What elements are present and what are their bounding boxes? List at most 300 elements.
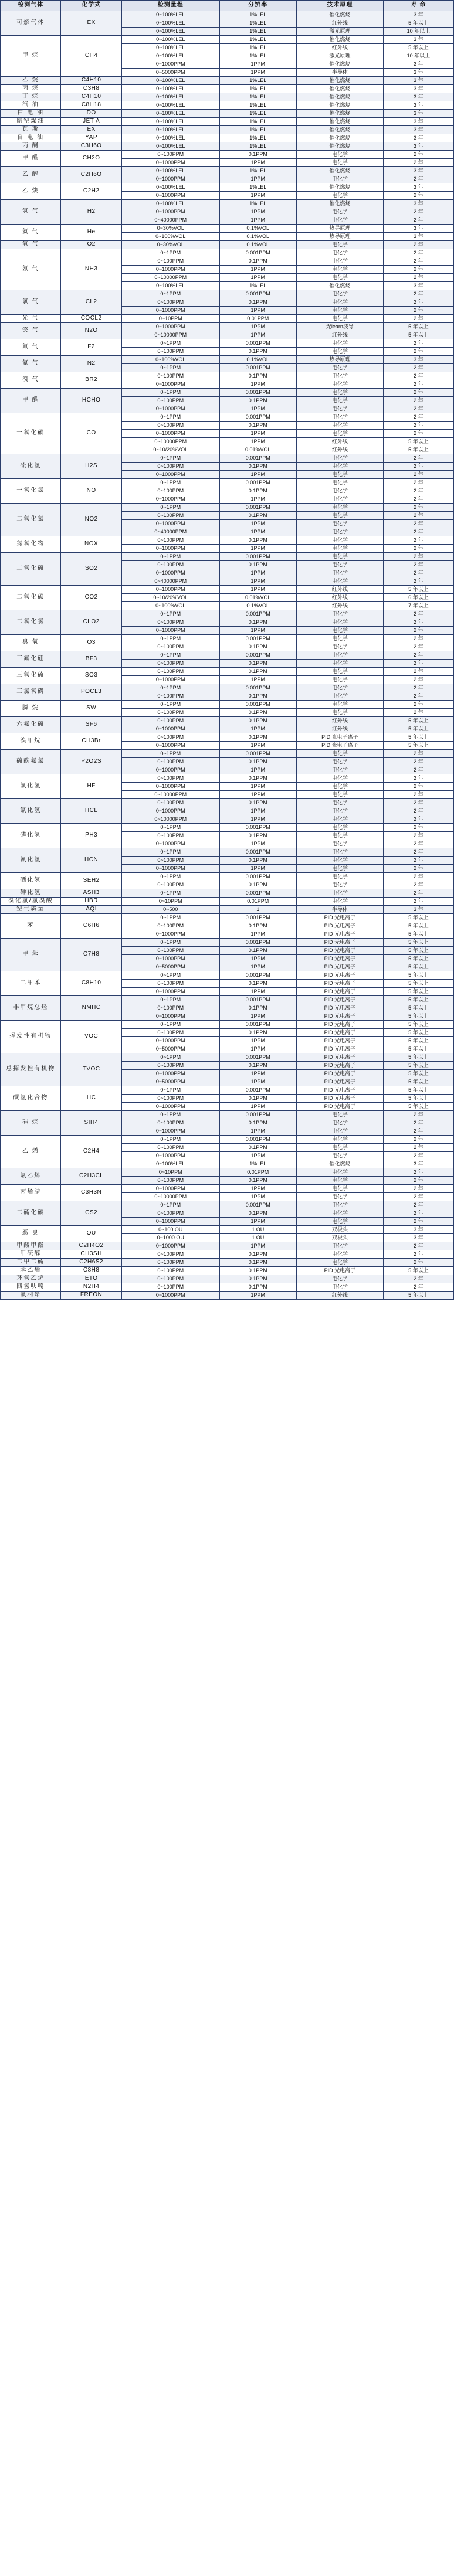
cell-resolution: 1PPM — [219, 988, 296, 996]
cell-lifetime: 2 年 — [383, 1259, 453, 1267]
cell-resolution: 1PPM — [219, 159, 296, 167]
cell-technology: 电化学 — [296, 504, 383, 512]
cell-formula: CLO2 — [61, 610, 121, 635]
cell-technology: 电化学 — [296, 422, 383, 430]
cell-lifetime: 2 年 — [383, 865, 453, 873]
col-header-formula: 化学式 — [61, 1, 121, 11]
cell-formula: BF3 — [61, 651, 121, 668]
cell-technology: PID 光电离子 — [296, 922, 383, 930]
cell-resolution: 1%LEL — [219, 167, 296, 175]
cell-technology: 电化学 — [296, 479, 383, 487]
cell-technology: 电化学 — [296, 709, 383, 717]
cell-range: 0~100PPM — [121, 257, 219, 266]
table-row — [1, 1292, 454, 1300]
table-row — [1, 118, 454, 126]
cell-lifetime: 2 年 — [383, 758, 453, 766]
cell-resolution: 0.1PPM — [219, 1144, 296, 1152]
table-row — [1, 77, 454, 85]
cell-range: 0~1000PPM — [121, 1070, 219, 1078]
table-row — [1, 225, 454, 233]
cell-formula: C2H6S2 — [61, 1259, 121, 1267]
cell-technology: 电化学 — [296, 1111, 383, 1119]
cell-lifetime: 5 年以上 — [383, 980, 453, 988]
cell-lifetime: 2 年 — [383, 1283, 453, 1292]
cell-range: 0~30%VOL — [121, 241, 219, 249]
cell-resolution: 0.1PPM — [219, 1267, 296, 1275]
cell-resolution: 1%LEL — [219, 11, 296, 19]
cell-technology: 电化学 — [296, 1127, 383, 1136]
cell-lifetime: 5 年以上 — [383, 955, 453, 963]
cell-range: 0~100PPM — [121, 487, 219, 495]
cell-resolution: 0.001PPM — [219, 610, 296, 618]
cell-gas-name: 三氧化硫 — [1, 668, 61, 684]
cell-lifetime: 2 年 — [383, 815, 453, 824]
table-row — [1, 389, 454, 397]
cell-technology: 电化学 — [296, 1144, 383, 1152]
cell-range: 0~1000PPM — [121, 676, 219, 684]
cell-gas-name: 氯化氢 — [1, 799, 61, 824]
cell-range: 0~1PPM — [121, 914, 219, 922]
cell-resolution: 0.1%VOL — [219, 241, 296, 249]
cell-technology: 电化学 — [296, 520, 383, 528]
cell-technology: 催化燃烧 — [296, 126, 383, 134]
cell-resolution: 0.001PPM — [219, 873, 296, 881]
cell-resolution: 0.001PPM — [219, 750, 296, 758]
cell-range: 0~10000PPM — [121, 274, 219, 282]
table-body — [1, 11, 454, 1300]
cell-resolution: 0.01PPM — [219, 1168, 296, 1177]
table-row — [1, 110, 454, 118]
cell-lifetime: 2 年 — [383, 774, 453, 783]
cell-lifetime: 5 年以上 — [383, 446, 453, 454]
cell-technology: PID 光电离子 — [296, 988, 383, 996]
cell-resolution: 1PPM — [219, 216, 296, 225]
cell-range: 0~100PPM — [121, 1004, 219, 1012]
cell-technology: 半导体 — [296, 906, 383, 914]
cell-range: 0~10/20%VOL — [121, 446, 219, 454]
cell-resolution: 0.01%VOL — [219, 446, 296, 454]
cell-resolution: 0.1PPM — [219, 151, 296, 159]
cell-resolution: 1PPM — [219, 331, 296, 339]
cell-technology: PID 光电离子 — [296, 955, 383, 963]
cell-technology: 电化学 — [296, 454, 383, 463]
cell-technology: 电化学 — [296, 175, 383, 183]
cell-lifetime: 2 年 — [383, 651, 453, 660]
cell-range: 0~1PPM — [121, 1136, 219, 1144]
cell-lifetime: 10 年以上 — [383, 52, 453, 60]
cell-gas-name: 航空煤油 — [1, 118, 61, 126]
cell-range: 0~100%LEL — [121, 11, 219, 19]
cell-range: 0~1000PPM — [121, 1218, 219, 1226]
cell-lifetime: 2 年 — [383, 643, 453, 651]
cell-gas-name: 氮氧化物 — [1, 536, 61, 553]
cell-formula: F2 — [61, 339, 121, 356]
cell-lifetime: 2 年 — [383, 479, 453, 487]
table-row — [1, 93, 454, 101]
cell-resolution: 0.001PPM — [219, 914, 296, 922]
cell-range: 0~100PPM — [121, 618, 219, 627]
table-row — [1, 750, 454, 758]
cell-resolution: 0.01PPM — [219, 315, 296, 323]
cell-resolution: 0.1PPM — [219, 1177, 296, 1185]
cell-resolution: 0.01%VOL — [219, 594, 296, 602]
cell-technology: 电化学 — [296, 372, 383, 380]
cell-technology: 电化学 — [296, 413, 383, 422]
cell-gas-name: 丙 烷 — [1, 85, 61, 93]
cell-lifetime: 2 年 — [383, 701, 453, 709]
cell-lifetime: 5 年以上 — [383, 717, 453, 725]
cell-lifetime: 3 年 — [383, 142, 453, 151]
cell-range: 0~1000PPM — [121, 323, 219, 331]
cell-lifetime: 5 年以上 — [383, 930, 453, 939]
cell-resolution: 0.1PPM — [219, 709, 296, 717]
cell-lifetime: 2 年 — [383, 266, 453, 274]
cell-technology: 电化学 — [296, 487, 383, 495]
cell-resolution: 1PPM — [219, 1242, 296, 1250]
cell-lifetime: 2 年 — [383, 241, 453, 249]
cell-range: 0~1PPM — [121, 848, 219, 857]
cell-resolution: 1PPM — [219, 815, 296, 824]
cell-resolution: 0.001PPM — [219, 1086, 296, 1095]
cell-lifetime: 2 年 — [383, 1168, 453, 1177]
cell-resolution: 0.1PPM — [219, 668, 296, 676]
cell-technology: 催化燃烧 — [296, 134, 383, 142]
cell-technology: 红外线 — [296, 602, 383, 610]
table-row — [1, 701, 454, 709]
cell-lifetime: 2 年 — [383, 627, 453, 635]
cell-lifetime: 2 年 — [383, 676, 453, 684]
cell-lifetime: 2 年 — [383, 249, 453, 257]
cell-resolution: 1%LEL — [219, 28, 296, 36]
cell-lifetime: 3 年 — [383, 356, 453, 364]
cell-resolution: 0.1PPM — [219, 257, 296, 266]
cell-resolution: 1PPM — [219, 520, 296, 528]
cell-lifetime: 2 年 — [383, 216, 453, 225]
cell-gas-name: 总挥发性有机物 — [1, 1053, 61, 1086]
cell-lifetime: 5 年以上 — [383, 963, 453, 971]
cell-lifetime: 5 年以上 — [383, 586, 453, 594]
cell-technology: 催化燃烧 — [296, 36, 383, 44]
cell-range: 0~100%LEL — [121, 110, 219, 118]
cell-lifetime: 2 年 — [383, 487, 453, 495]
cell-range: 0~100%LEL — [121, 101, 219, 110]
cell-lifetime: 2 年 — [383, 873, 453, 881]
cell-resolution: 0.001PPM — [219, 701, 296, 709]
cell-technology: 电化学 — [296, 865, 383, 873]
cell-technology: 光learn波导 — [296, 323, 383, 331]
cell-range: 0~1000PPM — [121, 1152, 219, 1160]
cell-gas-name: 二甲苯 — [1, 971, 61, 996]
col-header-range: 检测量程 — [121, 1, 219, 11]
cell-gas-name: 硫酰氟氯 — [1, 750, 61, 774]
cell-lifetime: 2 年 — [383, 783, 453, 791]
cell-range: 0~100%LEL — [121, 85, 219, 93]
cell-technology: 电化学 — [296, 873, 383, 881]
cell-technology: 催化燃烧 — [296, 101, 383, 110]
cell-technology: 红外线 — [296, 44, 383, 52]
cell-range: 0~1000PPM — [121, 545, 219, 553]
cell-technology: 电化学 — [296, 627, 383, 635]
cell-range: 0~5000PPM — [121, 963, 219, 971]
cell-lifetime: 5 年以上 — [383, 1086, 453, 1095]
cell-resolution: 0.1PPM — [219, 733, 296, 742]
cell-formula: POCL3 — [61, 684, 121, 701]
cell-range: 0~10PPM — [121, 315, 219, 323]
cell-range: 0~100PPM — [121, 832, 219, 840]
cell-lifetime: 2 年 — [383, 1119, 453, 1127]
cell-lifetime: 2 年 — [383, 832, 453, 840]
cell-technology: 电化学 — [296, 692, 383, 701]
cell-range: 0~100%LEL — [121, 19, 219, 28]
cell-technology: PID 光电离子 — [296, 914, 383, 922]
cell-technology: 激光原理 — [296, 52, 383, 60]
cell-gas-name: 一氧化碳 — [1, 413, 61, 454]
cell-gas-name: 膦 烷 — [1, 701, 61, 717]
cell-technology: 电化学 — [296, 660, 383, 668]
cell-lifetime: 5 年以上 — [383, 725, 453, 733]
cell-resolution: 1PPM — [219, 1292, 296, 1300]
cell-range: 0~100PPM — [121, 561, 219, 569]
cell-formula: NMHC — [61, 996, 121, 1021]
table-row — [1, 315, 454, 323]
cell-technology: 催化燃烧 — [296, 118, 383, 126]
cell-resolution: 1%LEL — [219, 200, 296, 208]
cell-resolution: 1%LEL — [219, 126, 296, 134]
cell-range: 0~1000PPM — [121, 208, 219, 216]
table-row — [1, 290, 454, 298]
cell-resolution: 0.1PPM — [219, 643, 296, 651]
cell-resolution: 1PPM — [219, 60, 296, 69]
cell-range: 0~100PPM — [121, 1283, 219, 1292]
cell-gas-name: 乙 醇 — [1, 167, 61, 183]
cell-gas-name: 二氧化氯 — [1, 610, 61, 635]
cell-technology: 双极头 — [296, 1234, 383, 1242]
cell-lifetime: 3 年 — [383, 1234, 453, 1242]
cell-lifetime: 3 年 — [383, 60, 453, 69]
cell-lifetime: 2 年 — [383, 471, 453, 479]
cell-range: 0~100%LEL — [121, 52, 219, 60]
col-header-lifetime: 寿 命 — [383, 1, 453, 11]
cell-formula: JET A — [61, 118, 121, 126]
cell-range: 0~1PPM — [121, 364, 219, 372]
cell-range: 0~100PPM — [121, 709, 219, 717]
cell-formula: ASH3 — [61, 889, 121, 898]
cell-technology: 电化学 — [296, 512, 383, 520]
cell-range: 0~100%LEL — [121, 1160, 219, 1168]
cell-technology: 催化燃烧 — [296, 200, 383, 208]
cell-range: 0~100%LEL — [121, 44, 219, 52]
cell-range: 0~100PPM — [121, 1119, 219, 1127]
cell-formula: N2O — [61, 323, 121, 339]
cell-technology: 电化学 — [296, 1259, 383, 1267]
cell-range: 0~100PPM — [121, 881, 219, 889]
cell-technology: 电化学 — [296, 635, 383, 643]
table-row — [1, 413, 454, 422]
cell-lifetime: 5 年以上 — [383, 1053, 453, 1062]
cell-range: 0~100PPM — [121, 733, 219, 742]
cell-resolution: 0.1PPM — [219, 536, 296, 545]
cell-lifetime: 2 年 — [383, 898, 453, 906]
cell-resolution: 1PPM — [219, 865, 296, 873]
cell-resolution: 1%LEL — [219, 183, 296, 192]
cell-lifetime: 3 年 — [383, 233, 453, 241]
cell-lifetime: 2 年 — [383, 348, 453, 356]
table-row — [1, 151, 454, 159]
cell-technology: 电化学 — [296, 774, 383, 783]
cell-resolution: 1PPM — [219, 627, 296, 635]
cell-resolution: 0.1PPM — [219, 774, 296, 783]
cell-formula: C2H4O2 — [61, 1242, 121, 1250]
cell-gas-name: 非甲烷总烃 — [1, 996, 61, 1021]
cell-formula: C8H10 — [61, 971, 121, 996]
cell-lifetime: 2 年 — [383, 553, 453, 561]
table-row — [1, 241, 454, 249]
table-row — [1, 356, 454, 364]
cell-technology: PID 光电离子 — [296, 1045, 383, 1053]
table-row — [1, 906, 454, 914]
cell-range: 0~1PPM — [121, 684, 219, 692]
cell-formula: VOC — [61, 1021, 121, 1053]
cell-resolution: 1PPM — [219, 69, 296, 77]
table-row — [1, 200, 454, 208]
cell-formula: HF — [61, 774, 121, 799]
cell-lifetime: 6 年以上 — [383, 594, 453, 602]
cell-resolution: 0.1PPM — [219, 1029, 296, 1037]
cell-technology: 电化学 — [296, 832, 383, 840]
cell-lifetime: 2 年 — [383, 684, 453, 692]
cell-technology: 红外线 — [296, 725, 383, 733]
cell-technology: 电化学 — [296, 783, 383, 791]
cell-range: 0~100%LEL — [121, 142, 219, 151]
cell-technology: 电化学 — [296, 668, 383, 676]
table-row — [1, 848, 454, 857]
cell-lifetime: 2 年 — [383, 504, 453, 512]
cell-resolution: 0.001PPM — [219, 996, 296, 1004]
cell-formula: SO2 — [61, 553, 121, 586]
cell-technology: 电化学 — [296, 1168, 383, 1177]
cell-gas-name: 一氧化氮 — [1, 479, 61, 504]
table-row — [1, 889, 454, 898]
cell-lifetime: 3 年 — [383, 134, 453, 142]
cell-range: 0~40000PPM — [121, 528, 219, 536]
cell-lifetime: 2 年 — [383, 791, 453, 799]
cell-range: 0~100PPM — [121, 1029, 219, 1037]
cell-range: 0~10/20%VOL — [121, 594, 219, 602]
cell-technology: 电化学 — [296, 274, 383, 282]
cell-resolution: 1PPM — [219, 783, 296, 791]
cell-lifetime: 3 年 — [383, 282, 453, 290]
cell-lifetime: 2 年 — [383, 1193, 453, 1201]
cell-range: 0~1PPM — [121, 553, 219, 561]
cell-technology: 催化燃烧 — [296, 1160, 383, 1168]
cell-range: 0~100%VOL — [121, 602, 219, 610]
cell-formula: HCHO — [61, 389, 121, 413]
cell-range: 0~1000PPM — [121, 1242, 219, 1250]
cell-technology: PID 光电子离子 — [296, 742, 383, 750]
cell-resolution: 0.1PPM — [219, 1209, 296, 1218]
cell-range: 0~100PPM — [121, 372, 219, 380]
cell-gas-name: 硒化氢 — [1, 873, 61, 889]
cell-lifetime: 3 年 — [383, 101, 453, 110]
cell-technology: 电化学 — [296, 405, 383, 413]
cell-technology: 电化学 — [296, 430, 383, 438]
cell-resolution: 1%LEL — [219, 101, 296, 110]
cell-resolution: 1%LEL — [219, 1160, 296, 1168]
cell-resolution: 0.1PPM — [219, 1095, 296, 1103]
cell-range: 0~1PPM — [121, 873, 219, 881]
cell-lifetime: 5 年以上 — [383, 922, 453, 930]
cell-range: 0~1000PPM — [121, 930, 219, 939]
cell-formula: EX — [61, 126, 121, 134]
cell-range: 0~1PPM — [121, 610, 219, 618]
cell-technology: PID 光电离子 — [296, 963, 383, 971]
cell-gas-name: 二氧化氮 — [1, 504, 61, 536]
cell-gas-name: 碳氢化合物 — [1, 1086, 61, 1111]
cell-lifetime: 3 年 — [383, 183, 453, 192]
cell-technology: 电化学 — [296, 257, 383, 266]
cell-gas-name: 氨 气 — [1, 249, 61, 290]
cell-lifetime: 3 年 — [383, 77, 453, 85]
cell-technology: 电化学 — [296, 389, 383, 397]
cell-range: 0~100PPM — [121, 1275, 219, 1283]
cell-resolution: 0.1PPM — [219, 1004, 296, 1012]
cell-formula: C2H6O — [61, 167, 121, 183]
cell-resolution: 1PPM — [219, 380, 296, 389]
table-row — [1, 799, 454, 807]
cell-range: 0~100%LEL — [121, 93, 219, 101]
cell-technology: 电化学 — [296, 495, 383, 504]
cell-lifetime: 2 年 — [383, 290, 453, 298]
table-row — [1, 504, 454, 512]
cell-resolution: 1 OU — [219, 1234, 296, 1242]
cell-range: 0~1PPM — [121, 750, 219, 758]
cell-range: 0~100PPM — [121, 922, 219, 930]
cell-formula: C3H3N — [61, 1185, 121, 1201]
table-row — [1, 733, 454, 742]
cell-resolution: 0.1PPM — [219, 717, 296, 725]
cell-lifetime: 2 年 — [383, 380, 453, 389]
cell-gas-name: 乙 烯 — [1, 1136, 61, 1168]
cell-lifetime: 2 年 — [383, 1250, 453, 1259]
cell-lifetime: 2 年 — [383, 545, 453, 553]
cell-technology: 电化学 — [296, 1136, 383, 1144]
cell-technology: 电化学 — [296, 684, 383, 692]
cell-gas-name: 氟 气 — [1, 339, 61, 356]
cell-range: 0~1000PPM — [121, 742, 219, 750]
cell-gas-name: 自 电 油 — [1, 134, 61, 142]
cell-lifetime: 2 年 — [383, 1201, 453, 1209]
cell-gas-name: 光 气 — [1, 315, 61, 323]
cell-technology: 电化学 — [296, 364, 383, 372]
cell-technology: 电化学 — [296, 528, 383, 536]
cell-lifetime: 3 年 — [383, 85, 453, 93]
cell-range: 0~100%LEL — [121, 183, 219, 192]
cell-technology: 电化学 — [296, 545, 383, 553]
cell-formula: CH2O — [61, 151, 121, 167]
cell-resolution: 1PPM — [219, 807, 296, 815]
cell-lifetime: 3 年 — [383, 93, 453, 101]
cell-technology: 电化学 — [296, 898, 383, 906]
cell-lifetime: 2 年 — [383, 569, 453, 577]
cell-range: 0~1000PPM — [121, 266, 219, 274]
cell-formula: He — [61, 225, 121, 241]
cell-range: 0~1000PPM — [121, 1103, 219, 1111]
cell-lifetime: 2 年 — [383, 1275, 453, 1283]
cell-resolution: 1PPM — [219, 438, 296, 446]
cell-technology: 电化学 — [296, 1250, 383, 1259]
cell-lifetime: 5 年以上 — [383, 1103, 453, 1111]
cell-formula: ETO — [61, 1275, 121, 1283]
